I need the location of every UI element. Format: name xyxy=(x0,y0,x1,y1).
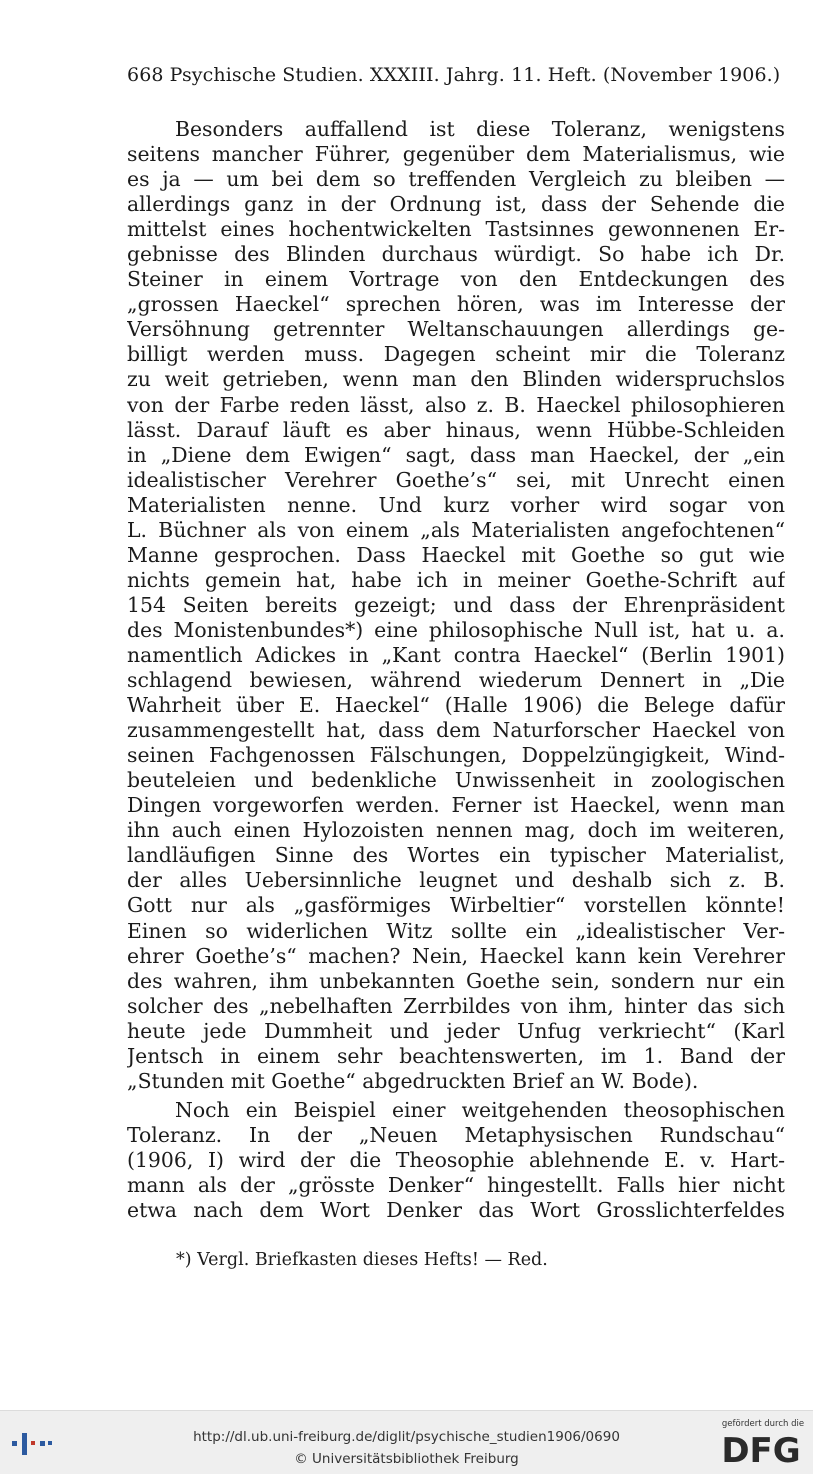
text-line: der alles Uebersinnliche leugnet und deshalb sich z. B. xyxy=(127,868,785,893)
text-line: Materialisten nenne. Und kurz vorher wird sogar von xyxy=(127,492,785,517)
text-line: von der Farbe reden lässt, also z. B. Haeckel philosophieren xyxy=(127,392,785,417)
text-line: Wahrheit über E. Haeckel“ (Halle 1906) die Belege dafür xyxy=(127,693,785,718)
text-line: Besonders auffallend ist diese Toleranz, wenigstens xyxy=(175,117,785,141)
text-line: Versöhnung getrennter Weltanschauungen allerdings ge- xyxy=(127,317,785,342)
text-line: Steiner in einem Vortrage von den Entdeckungen des xyxy=(127,267,785,292)
text-line: seinen Fachgenossen Fälschungen, Doppelzüngigkeit, Wind- xyxy=(127,743,785,768)
text-line: mittelst eines hochentwickelten Tastsinnes gewonnenen Er- xyxy=(127,217,785,242)
text-line: Dingen vorgeworfen werden. Ferner ist Haeckel, wenn man xyxy=(127,793,785,818)
text-line: gebnisse des Blinden durchaus würdigt. So habe ich Dr. xyxy=(127,242,785,267)
text-line: ehrer Goethe’s“ machen? Nein, Haeckel kann kein Verehrer xyxy=(127,943,785,968)
text-line: idealistischer Verehrer Goethe’s“ sei, mit Unrecht einen xyxy=(127,467,785,492)
text-line: allerdings ganz in der Ordnung ist, dass der Sehende die xyxy=(127,192,785,217)
text-line: 154 Seiten bereits gezeigt; und dass der Ehrenpräsident xyxy=(127,592,785,617)
text-line: namentlich Adickes in „Kant contra Haeckel“ (Berlin 1901) xyxy=(127,642,785,667)
dfg-logo-icon xyxy=(718,1431,804,1467)
text-line: Jentsch in einem sehr beachtenswerten, im 1. Band der xyxy=(127,1043,785,1068)
text-line: in „Diene dem Ewigen“ sagt, dass man Haeckel, der „ein xyxy=(127,442,785,467)
text-line: „grossen Haeckel“ sprechen hören, was im Interesse der xyxy=(127,292,785,317)
viewer-footer xyxy=(0,1410,813,1474)
text-line: schlagend bewiesen, während wiederum Dennert in „Die xyxy=(127,668,785,693)
running-title: Psychische Studien. XXXIII. Jahrg. 11. Heft. (November 1906.) xyxy=(169,64,781,86)
text-line: des wahren, ihm unbekannten Goethe sein, sondern nur ein xyxy=(127,968,785,993)
footnote: *) Vergl. Briefkasten dieses Hefts! — Red. xyxy=(176,1250,548,1270)
text-line: solcher des „nebelhaften Zerrbildes von ihm, hinter das sich xyxy=(127,993,785,1018)
text-line: des Monistenbundes*) eine philosophische Null ist, hat u. a. xyxy=(127,617,785,642)
text-line: zu weit getrieben, wenn man den Blinden widerspruchslos xyxy=(127,367,785,392)
text-line: beuteleien und bedenkliche Unwissenheit in zoologischen xyxy=(127,768,785,793)
text-line: Manne gesprochen. Dass Haeckel mit Goethe so gut wie xyxy=(127,542,785,567)
text-line: landläufigen Sinne des Wortes ein typischer Materialist, xyxy=(127,843,785,868)
text-line: Noch ein Beispiel einer weitgehenden theosophischen xyxy=(175,1097,785,1122)
text-line: lässt. Darauf läuft es aber hinaus, wenn Hübbe-Schleiden xyxy=(127,417,785,442)
text-line: ihn auch einen Hylozoisten nennen mag, doch im weiteren, xyxy=(127,818,785,843)
running-head xyxy=(127,64,787,86)
dfg-logo-text: DFG xyxy=(721,1431,801,1467)
page-number: 668 xyxy=(127,64,164,86)
text-line: „Stunden mit Goethe“ abgedruckten Brief an W. Bode). xyxy=(127,1068,699,1093)
text-line: billigt werden muss. Dagegen scheint mir die Toleranz xyxy=(127,342,785,367)
copyright-notice: © Universitätsbibliothek Freiburg xyxy=(294,1451,519,1467)
text-line: zusammengestellt hat, dass dem Naturforscher Haeckel von xyxy=(127,718,785,743)
text-line: (1906, I) wird der die Theosophie ablehnende E. v. Hart- xyxy=(127,1147,785,1172)
text-line: Gott nur als „gasförmiges Wirbeltier“ vorstellen könnte! xyxy=(127,893,785,918)
text-line: L. Büchner als von einem „als Materialisten angefochtenen“ xyxy=(127,517,785,542)
text-line: es ja — um bei dem so treffenden Vergleich zu bleiben — xyxy=(127,167,785,192)
text-line: Einen so widerlichen Witz sollte ein „idealistischer Ver- xyxy=(127,918,785,943)
body-text xyxy=(127,117,785,1223)
funding-note: gefördert durch die xyxy=(721,1419,805,1429)
text-line: seitens mancher Führer, gegenüber dem Materialismus, wie xyxy=(127,142,785,167)
text-line: Toleranz. In der „Neuen Metaphysischen Rundschau“ xyxy=(127,1122,785,1147)
permalink[interactable]: http://dl.ub.uni-freiburg.de/diglit/psychische_studien1906/0690 xyxy=(193,1429,620,1445)
text-line: etwa nach dem Wort Denker das Wort Grosslichterfeldes xyxy=(127,1198,785,1223)
text-line: heute jede Dummheit und jeder Unfug verkriecht“ (Karl xyxy=(127,1018,785,1043)
text-line: nichts gemein hat, habe ich in meiner Goethe-Schrift auf xyxy=(127,567,785,592)
text-line: mann als der „grösste Denker“ hingestellt. Falls hier nicht xyxy=(127,1172,785,1197)
